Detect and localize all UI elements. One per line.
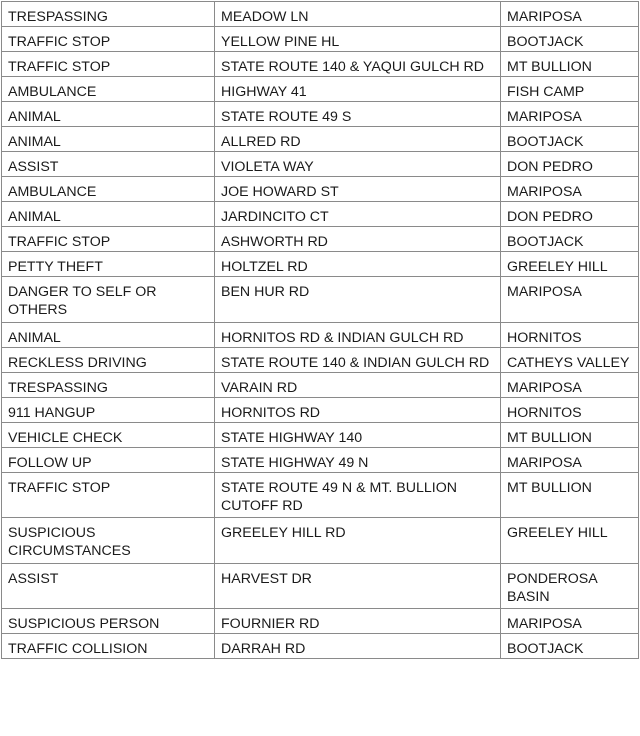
location-cell: JARDINCITO CT — [215, 202, 501, 227]
incident-type-cell: TRESPASSING — [2, 372, 215, 397]
location-cell: VIOLETA WAY — [215, 152, 501, 177]
community-cell: MARIPOSA — [501, 277, 639, 323]
incident-type-cell: 911 HANGUP — [2, 397, 215, 422]
community-cell: GREELEY HILL — [501, 252, 639, 277]
incident-log-body — [2, 2, 639, 659]
community-cell: DON PEDRO — [501, 202, 639, 227]
community-cell: HORNITOS — [501, 322, 639, 347]
location-cell: ALLRED RD — [215, 127, 501, 152]
community-cell: CATHEYS VALLEY — [501, 347, 639, 372]
location-cell: JOE HOWARD ST — [215, 177, 501, 202]
incident-type-cell: ANIMAL — [2, 102, 215, 127]
location-cell: STATE ROUTE 140 & YAQUI GULCH RD — [215, 52, 501, 77]
table-row — [2, 52, 639, 77]
table-row — [2, 372, 639, 397]
table-row — [2, 347, 639, 372]
community-cell: MARIPOSA — [501, 177, 639, 202]
location-cell: FOURNIER RD — [215, 609, 501, 634]
table-row — [2, 27, 639, 52]
community-cell: HORNITOS — [501, 397, 639, 422]
table-row — [2, 227, 639, 252]
incident-type-cell: SUSPICIOUS PERSON — [2, 609, 215, 634]
location-cell: MEADOW LN — [215, 2, 501, 27]
incident-type-cell: AMBULANCE — [2, 177, 215, 202]
community-cell: MT BULLION — [501, 472, 639, 518]
incident-type-cell: VEHICLE CHECK — [2, 422, 215, 447]
community-cell: MARIPOSA — [501, 2, 639, 27]
community-cell: BOOTJACK — [501, 227, 639, 252]
table-row — [2, 563, 639, 609]
incident-type-cell: TRAFFIC STOP — [2, 472, 215, 518]
community-cell: MARIPOSA — [501, 372, 639, 397]
community-cell: MARIPOSA — [501, 447, 639, 472]
community-cell: MT BULLION — [501, 422, 639, 447]
incident-type-cell: ANIMAL — [2, 202, 215, 227]
location-cell: STATE HIGHWAY 140 — [215, 422, 501, 447]
incident-type-cell: TRAFFIC COLLISION — [2, 634, 215, 659]
location-cell: ASHWORTH RD — [215, 227, 501, 252]
table-row — [2, 102, 639, 127]
incident-log-table — [1, 1, 639, 659]
location-cell: STATE ROUTE 140 & INDIAN GULCH RD — [215, 347, 501, 372]
table-row — [2, 447, 639, 472]
table-row — [2, 277, 639, 323]
incident-type-cell: SUSPICIOUS CIRCUMSTANCES — [2, 518, 215, 564]
table-row — [2, 397, 639, 422]
table-row — [2, 609, 639, 634]
location-cell: YELLOW PINE HL — [215, 27, 501, 52]
community-cell: BOOTJACK — [501, 634, 639, 659]
location-cell: BEN HUR RD — [215, 277, 501, 323]
table-row — [2, 77, 639, 102]
incident-type-cell: ANIMAL — [2, 322, 215, 347]
table-row — [2, 177, 639, 202]
location-cell: HORNITOS RD & INDIAN GULCH RD — [215, 322, 501, 347]
community-cell: MARIPOSA — [501, 102, 639, 127]
incident-type-cell: ASSIST — [2, 152, 215, 177]
table-row — [2, 152, 639, 177]
location-cell: STATE ROUTE 49 S — [215, 102, 501, 127]
community-cell: MT BULLION — [501, 52, 639, 77]
table-row — [2, 127, 639, 152]
incident-type-cell: AMBULANCE — [2, 77, 215, 102]
incident-type-cell: RECKLESS DRIVING — [2, 347, 215, 372]
incident-type-cell: FOLLOW UP — [2, 447, 215, 472]
location-cell: STATE ROUTE 49 N & MT. BULLION CUTOFF RD — [215, 472, 501, 518]
incident-type-cell: TRESPASSING — [2, 2, 215, 27]
community-cell: BOOTJACK — [501, 27, 639, 52]
location-cell: GREELEY HILL RD — [215, 518, 501, 564]
incident-type-cell: ANIMAL — [2, 127, 215, 152]
incident-type-cell: PETTY THEFT — [2, 252, 215, 277]
location-cell: DARRAH RD — [215, 634, 501, 659]
location-cell: HOLTZEL RD — [215, 252, 501, 277]
community-cell: BOOTJACK — [501, 127, 639, 152]
table-row — [2, 2, 639, 27]
location-cell: VARAIN RD — [215, 372, 501, 397]
table-row — [2, 472, 639, 518]
community-cell: GREELEY HILL — [501, 518, 639, 564]
community-cell: DON PEDRO — [501, 152, 639, 177]
community-cell: FISH CAMP — [501, 77, 639, 102]
community-cell: PONDEROSA BASIN — [501, 563, 639, 609]
table-row — [2, 634, 639, 659]
table-row — [2, 422, 639, 447]
table-row — [2, 252, 639, 277]
table-row — [2, 518, 639, 564]
location-cell: HARVEST DR — [215, 563, 501, 609]
incident-type-cell: TRAFFIC STOP — [2, 227, 215, 252]
location-cell: STATE HIGHWAY 49 N — [215, 447, 501, 472]
incident-type-cell: TRAFFIC STOP — [2, 52, 215, 77]
incident-type-cell: DANGER TO SELF OR OTHERS — [2, 277, 215, 323]
location-cell: HIGHWAY 41 — [215, 77, 501, 102]
incident-type-cell: ASSIST — [2, 563, 215, 609]
table-row — [2, 202, 639, 227]
community-cell: MARIPOSA — [501, 609, 639, 634]
location-cell: HORNITOS RD — [215, 397, 501, 422]
table-row — [2, 322, 639, 347]
incident-type-cell: TRAFFIC STOP — [2, 27, 215, 52]
